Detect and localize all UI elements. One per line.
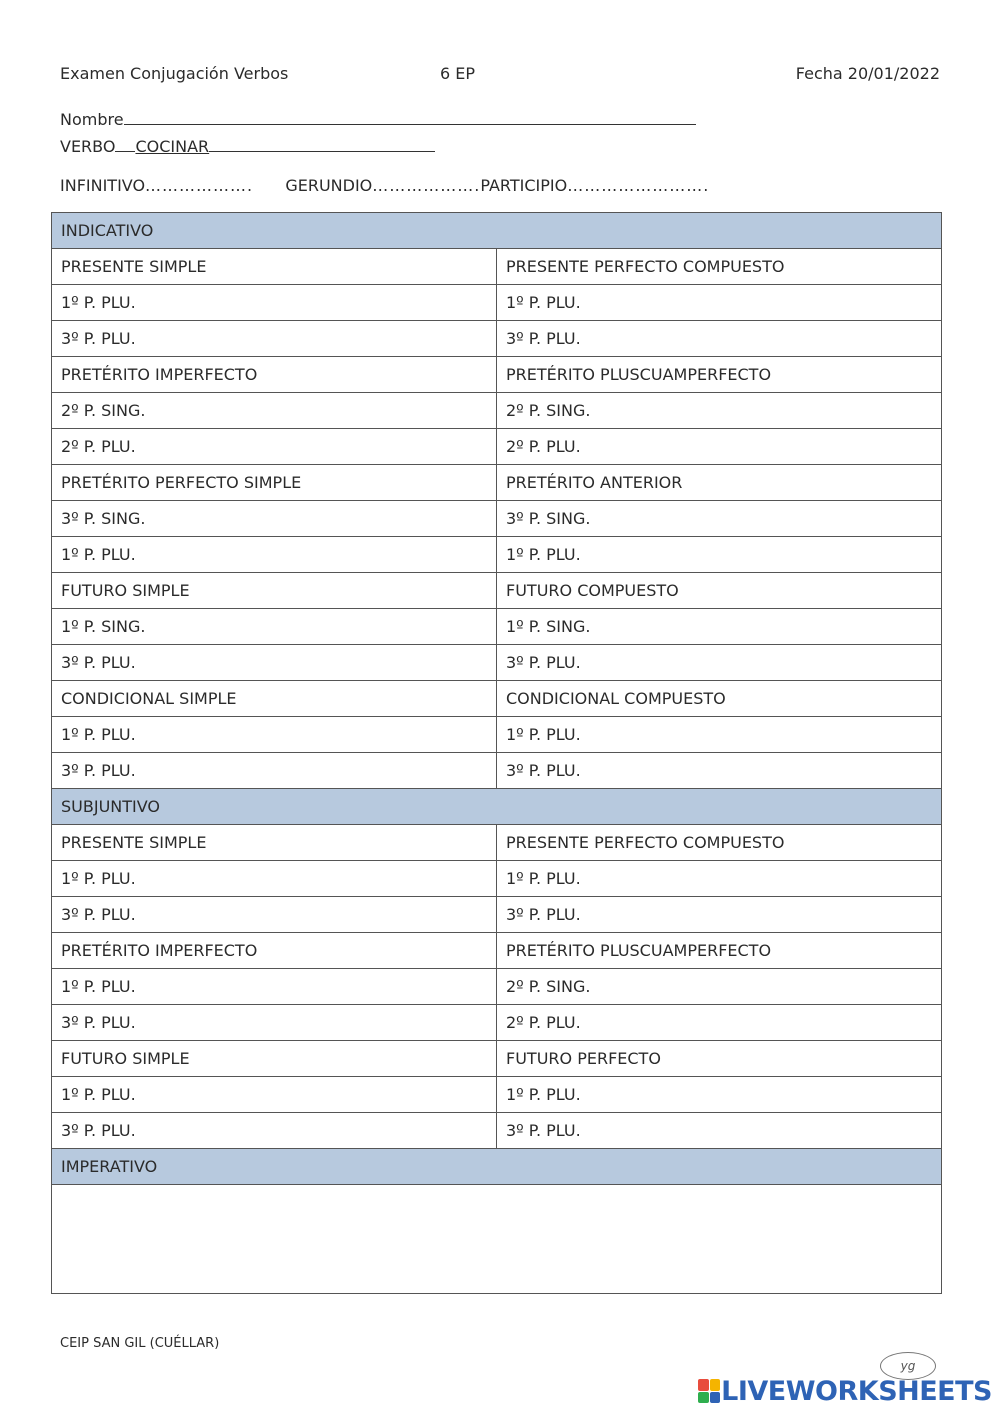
right-cell[interactable]: 1º P. PLU. bbox=[497, 285, 942, 321]
participio-field[interactable]: ……………………. bbox=[567, 176, 710, 195]
right-cell[interactable]: PRETÉRITO ANTERIOR bbox=[497, 465, 942, 501]
left-cell[interactable]: PRESENTE SIMPLE bbox=[52, 825, 497, 861]
left-cell[interactable]: PRETÉRITO IMPERFECTO bbox=[52, 933, 497, 969]
right-cell[interactable]: 3º P. PLU. bbox=[497, 321, 942, 357]
exam-date: Fecha 20/01/2022 bbox=[795, 64, 940, 83]
imperativo-answer-row bbox=[52, 1185, 942, 1294]
right-cell[interactable]: 3º P. PLU. bbox=[497, 1113, 942, 1149]
imperativo-answer-box[interactable] bbox=[52, 1185, 942, 1294]
forms-row bbox=[60, 176, 709, 195]
left-cell[interactable]: 1º P. SING. bbox=[52, 609, 497, 645]
table-row bbox=[52, 861, 942, 897]
gerundio-label: GERUNDIO bbox=[285, 176, 373, 195]
table-row bbox=[52, 573, 942, 609]
table-row bbox=[52, 249, 942, 285]
left-cell[interactable]: 1º P. PLU. bbox=[52, 969, 497, 1005]
left-cell[interactable]: 1º P. PLU. bbox=[52, 285, 497, 321]
right-cell[interactable]: CONDICIONAL COMPUESTO bbox=[497, 681, 942, 717]
table-row bbox=[52, 933, 942, 969]
left-cell[interactable]: 3º P. PLU. bbox=[52, 321, 497, 357]
right-cell[interactable]: 2º P. PLU. bbox=[497, 429, 942, 465]
nombre-label: Nombre bbox=[60, 110, 124, 129]
left-cell[interactable]: 2º P. PLU. bbox=[52, 429, 497, 465]
nombre-row bbox=[60, 110, 696, 129]
table-row bbox=[52, 429, 942, 465]
left-cell[interactable]: PRESENTE SIMPLE bbox=[52, 249, 497, 285]
participio-label: PARTICIPIO bbox=[480, 176, 568, 195]
right-cell[interactable]: PRETÉRITO PLUSCUAMPERFECTO bbox=[497, 933, 942, 969]
conjugation-table bbox=[51, 212, 942, 1294]
right-cell[interactable]: FUTURO PERFECTO bbox=[497, 1041, 942, 1077]
gerundio-field[interactable]: ………………. bbox=[372, 176, 481, 195]
left-cell[interactable]: 3º P. PLU. bbox=[52, 1113, 497, 1149]
table-row bbox=[52, 609, 942, 645]
right-cell[interactable]: 2º P. SING. bbox=[497, 969, 942, 1005]
right-cell[interactable]: FUTURO COMPUESTO bbox=[497, 573, 942, 609]
author-mark-logo: yg bbox=[880, 1352, 936, 1380]
infinitivo-field[interactable]: ………………. bbox=[145, 176, 254, 195]
verbo-value: COCINAR bbox=[135, 137, 210, 156]
right-cell[interactable]: 3º P. PLU. bbox=[497, 645, 942, 681]
left-cell[interactable]: 1º P. PLU. bbox=[52, 861, 497, 897]
left-cell[interactable]: FUTURO SIMPLE bbox=[52, 573, 497, 609]
table-row bbox=[52, 753, 942, 789]
left-cell[interactable]: PRETÉRITO IMPERFECTO bbox=[52, 357, 497, 393]
liveworksheets-logo-icon bbox=[698, 1379, 720, 1403]
right-cell[interactable]: 2º P. SING. bbox=[497, 393, 942, 429]
section-subjuntivo bbox=[52, 789, 942, 825]
left-cell[interactable]: 3º P. PLU. bbox=[52, 1005, 497, 1041]
left-cell[interactable]: CONDICIONAL SIMPLE bbox=[52, 681, 497, 717]
left-cell[interactable]: 3º P. PLU. bbox=[52, 645, 497, 681]
right-cell[interactable]: 1º P. SING. bbox=[497, 609, 942, 645]
section-indicativo bbox=[52, 213, 942, 249]
table-row bbox=[52, 1113, 942, 1149]
table-row bbox=[52, 897, 942, 933]
right-cell[interactable]: 2º P. PLU. bbox=[497, 1005, 942, 1041]
section-title: INDICATIVO bbox=[52, 213, 942, 249]
table-row bbox=[52, 1041, 942, 1077]
right-cell[interactable]: 1º P. PLU. bbox=[497, 1077, 942, 1113]
table-row bbox=[52, 285, 942, 321]
right-cell[interactable]: 3º P. SING. bbox=[497, 501, 942, 537]
left-cell[interactable]: PRETÉRITO PERFECTO SIMPLE bbox=[52, 465, 497, 501]
grade-label: 6 EP bbox=[440, 64, 476, 83]
verbo-blank-left bbox=[115, 137, 135, 152]
left-cell[interactable]: FUTURO SIMPLE bbox=[52, 1041, 497, 1077]
table-row bbox=[52, 465, 942, 501]
left-cell[interactable]: 3º P. PLU. bbox=[52, 753, 497, 789]
table-row bbox=[52, 645, 942, 681]
right-cell[interactable]: 3º P. PLU. bbox=[497, 897, 942, 933]
left-cell[interactable]: 3º P. PLU. bbox=[52, 897, 497, 933]
verbo-blank-right bbox=[209, 137, 435, 152]
right-cell[interactable]: 1º P. PLU. bbox=[497, 717, 942, 753]
section-title: IMPERATIVO bbox=[52, 1149, 942, 1185]
left-cell[interactable]: 2º P. SING. bbox=[52, 393, 497, 429]
verbo-label: VERBO bbox=[60, 137, 116, 156]
right-cell[interactable]: PRETÉRITO PLUSCUAMPERFECTO bbox=[497, 357, 942, 393]
school-name: CEIP SAN GIL (CUÉLLAR) bbox=[60, 1336, 220, 1351]
right-cell[interactable]: PRESENTE PERFECTO COMPUESTO bbox=[497, 249, 942, 285]
left-cell[interactable]: 1º P. PLU. bbox=[52, 717, 497, 753]
table-row bbox=[52, 1077, 942, 1113]
section-title: SUBJUNTIVO bbox=[52, 789, 942, 825]
left-cell[interactable]: 1º P. PLU. bbox=[52, 1077, 497, 1113]
left-cell[interactable]: 1º P. PLU. bbox=[52, 537, 497, 573]
table-row bbox=[52, 357, 942, 393]
table-row bbox=[52, 825, 942, 861]
right-cell[interactable]: PRESENTE PERFECTO COMPUESTO bbox=[497, 825, 942, 861]
infinitivo-label: INFINITIVO bbox=[60, 176, 146, 195]
verbo-row bbox=[60, 137, 435, 156]
table-row bbox=[52, 393, 942, 429]
table-row bbox=[52, 969, 942, 1005]
right-cell[interactable]: 1º P. PLU. bbox=[497, 861, 942, 897]
right-cell[interactable]: 3º P. PLU. bbox=[497, 753, 942, 789]
left-cell[interactable]: 3º P. SING. bbox=[52, 501, 497, 537]
liveworksheets-brand: LIVEWORKSHEETS bbox=[721, 1376, 992, 1407]
section-imperativo bbox=[52, 1149, 942, 1185]
exam-title: Examen Conjugación Verbos bbox=[60, 64, 289, 83]
table-row bbox=[52, 681, 942, 717]
table-row bbox=[52, 537, 942, 573]
table-row bbox=[52, 1005, 942, 1041]
table-row bbox=[52, 321, 942, 357]
right-cell[interactable]: 1º P. PLU. bbox=[497, 537, 942, 573]
table-row bbox=[52, 717, 942, 753]
nombre-field[interactable] bbox=[124, 110, 696, 125]
table-row bbox=[52, 501, 942, 537]
